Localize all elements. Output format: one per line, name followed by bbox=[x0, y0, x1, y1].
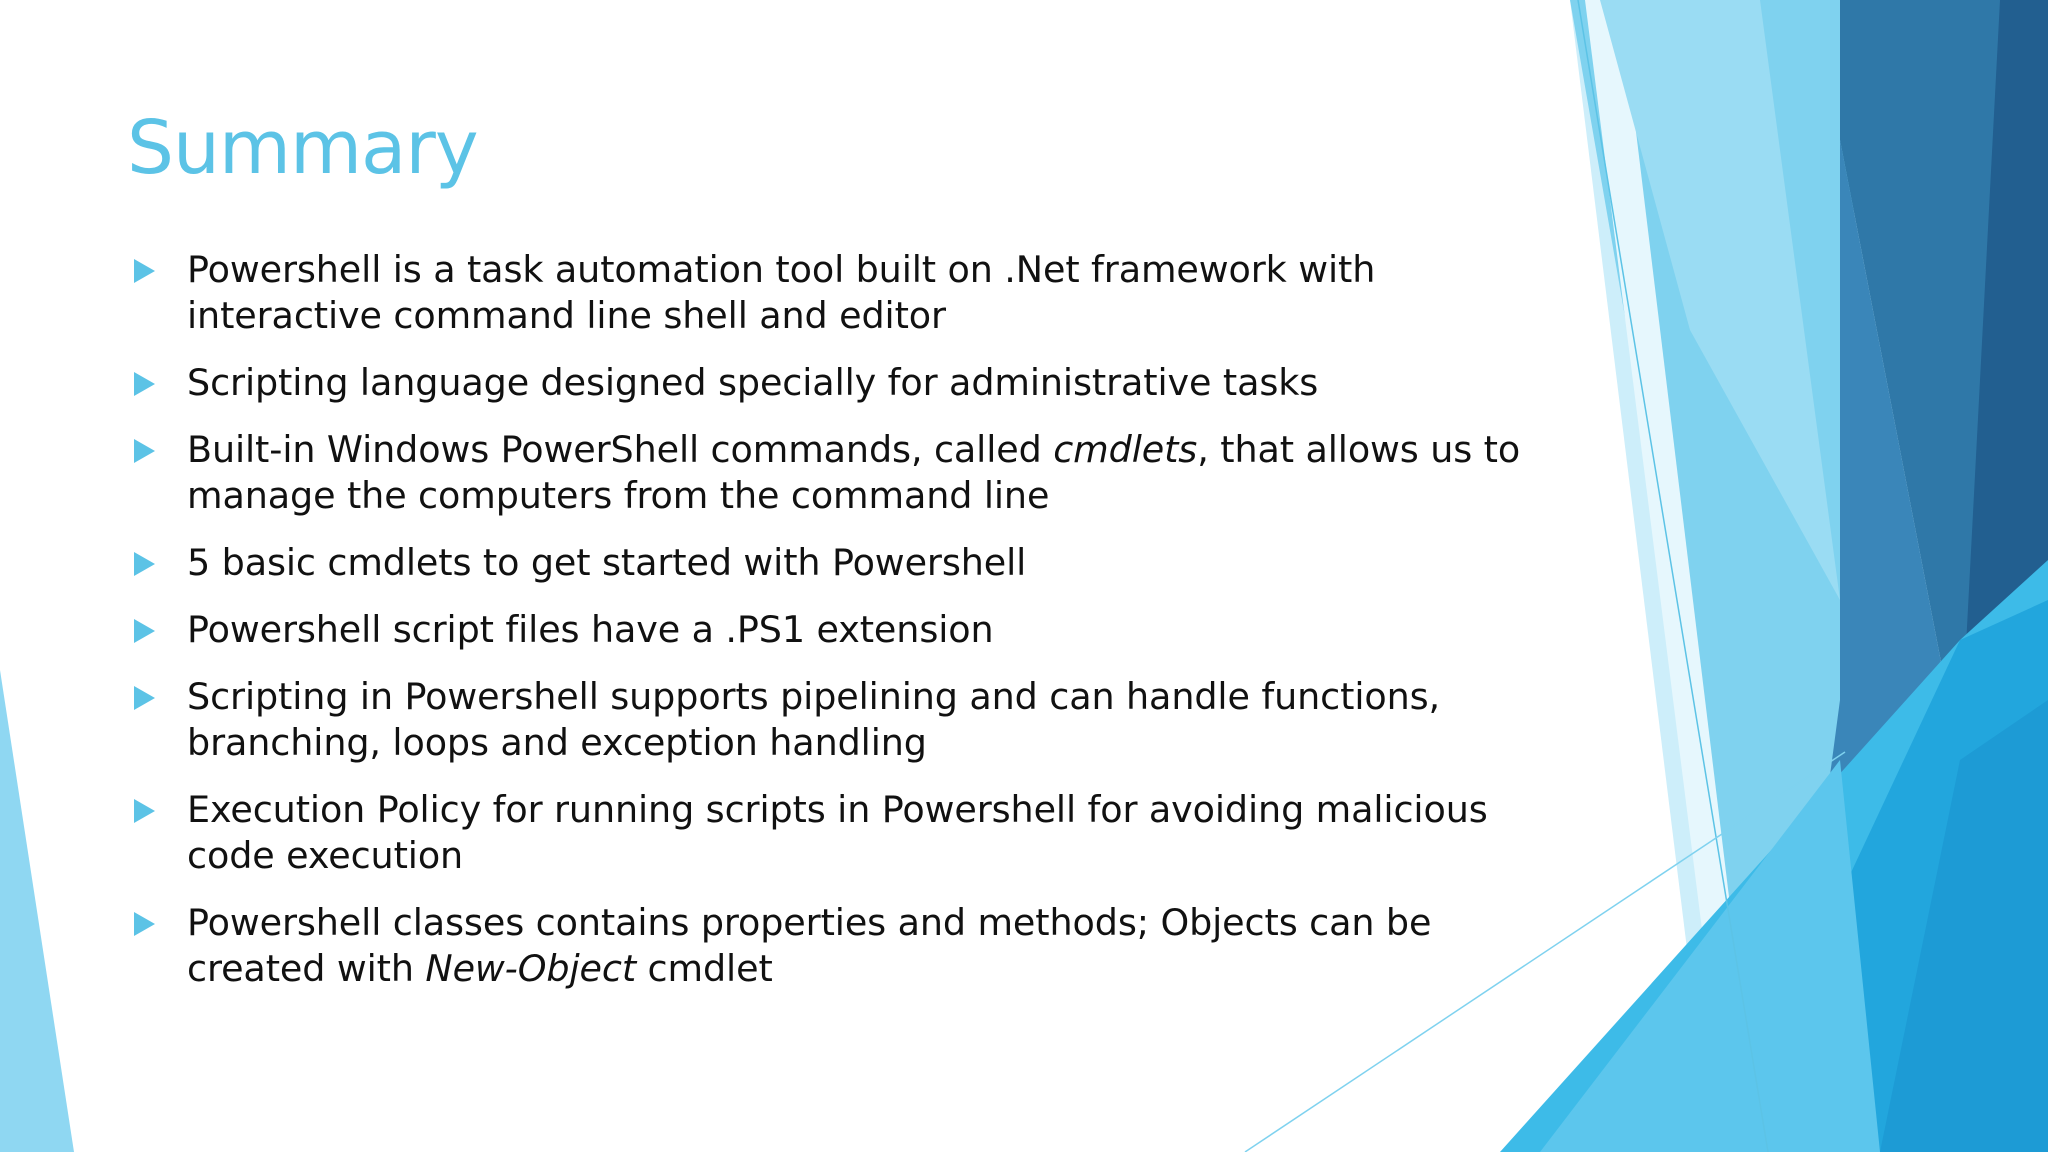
bullet-item bbox=[130, 787, 1570, 879]
bullet-text: Built-in Windows PowerShell commands, called bbox=[187, 428, 1054, 471]
bullet-text: Powershell script files have a .PS1 extension bbox=[187, 608, 994, 651]
bullet-text: cmdlet bbox=[636, 947, 773, 990]
bullet-item bbox=[130, 674, 1570, 766]
bullet-item bbox=[130, 540, 1570, 586]
bullet-item bbox=[130, 607, 1570, 653]
bullet-item bbox=[130, 900, 1570, 992]
bullet-arrow-icon bbox=[134, 912, 155, 936]
slide-title: Summary bbox=[127, 105, 478, 191]
bullet-text: Powershell is a task automation tool built on .Net framework with interactive command line shell and editor bbox=[187, 248, 1376, 337]
bullet-text: Powershell classes contains properties and methods; Objects can be created with bbox=[187, 901, 1432, 990]
bullet-arrow-icon bbox=[134, 259, 155, 283]
bullet-list bbox=[130, 247, 1570, 1013]
bullet-arrow-icon bbox=[134, 799, 155, 823]
bullet-arrow-icon bbox=[134, 372, 155, 396]
bullet-arrow-icon bbox=[134, 552, 155, 576]
left-sliver-shape bbox=[0, 670, 74, 1152]
bullet-text: Scripting language designed specially for administrative tasks bbox=[187, 361, 1319, 404]
bullet-arrow-icon bbox=[134, 439, 155, 463]
bullet-item bbox=[130, 247, 1570, 339]
bullet-arrow-icon bbox=[134, 619, 155, 643]
bullet-emphasis-text: cmdlets bbox=[1053, 428, 1198, 471]
bullet-text: , that allows us to manage the computers from the command line bbox=[187, 428, 1521, 517]
bullet-emphasis-text: New-Object bbox=[425, 947, 637, 990]
bullet-text: 5 basic cmdlets to get started with Powershell bbox=[187, 541, 1027, 584]
bullet-arrow-icon bbox=[134, 686, 155, 710]
bullet-item bbox=[130, 360, 1570, 406]
bullet-text: Execution Policy for running scripts in Powershell for avoiding malicious code execution bbox=[187, 788, 1488, 877]
bullet-text: Scripting in Powershell supports pipelining and can handle functions, branching, loops and exception handling bbox=[187, 675, 1441, 764]
bullet-item bbox=[130, 427, 1570, 519]
